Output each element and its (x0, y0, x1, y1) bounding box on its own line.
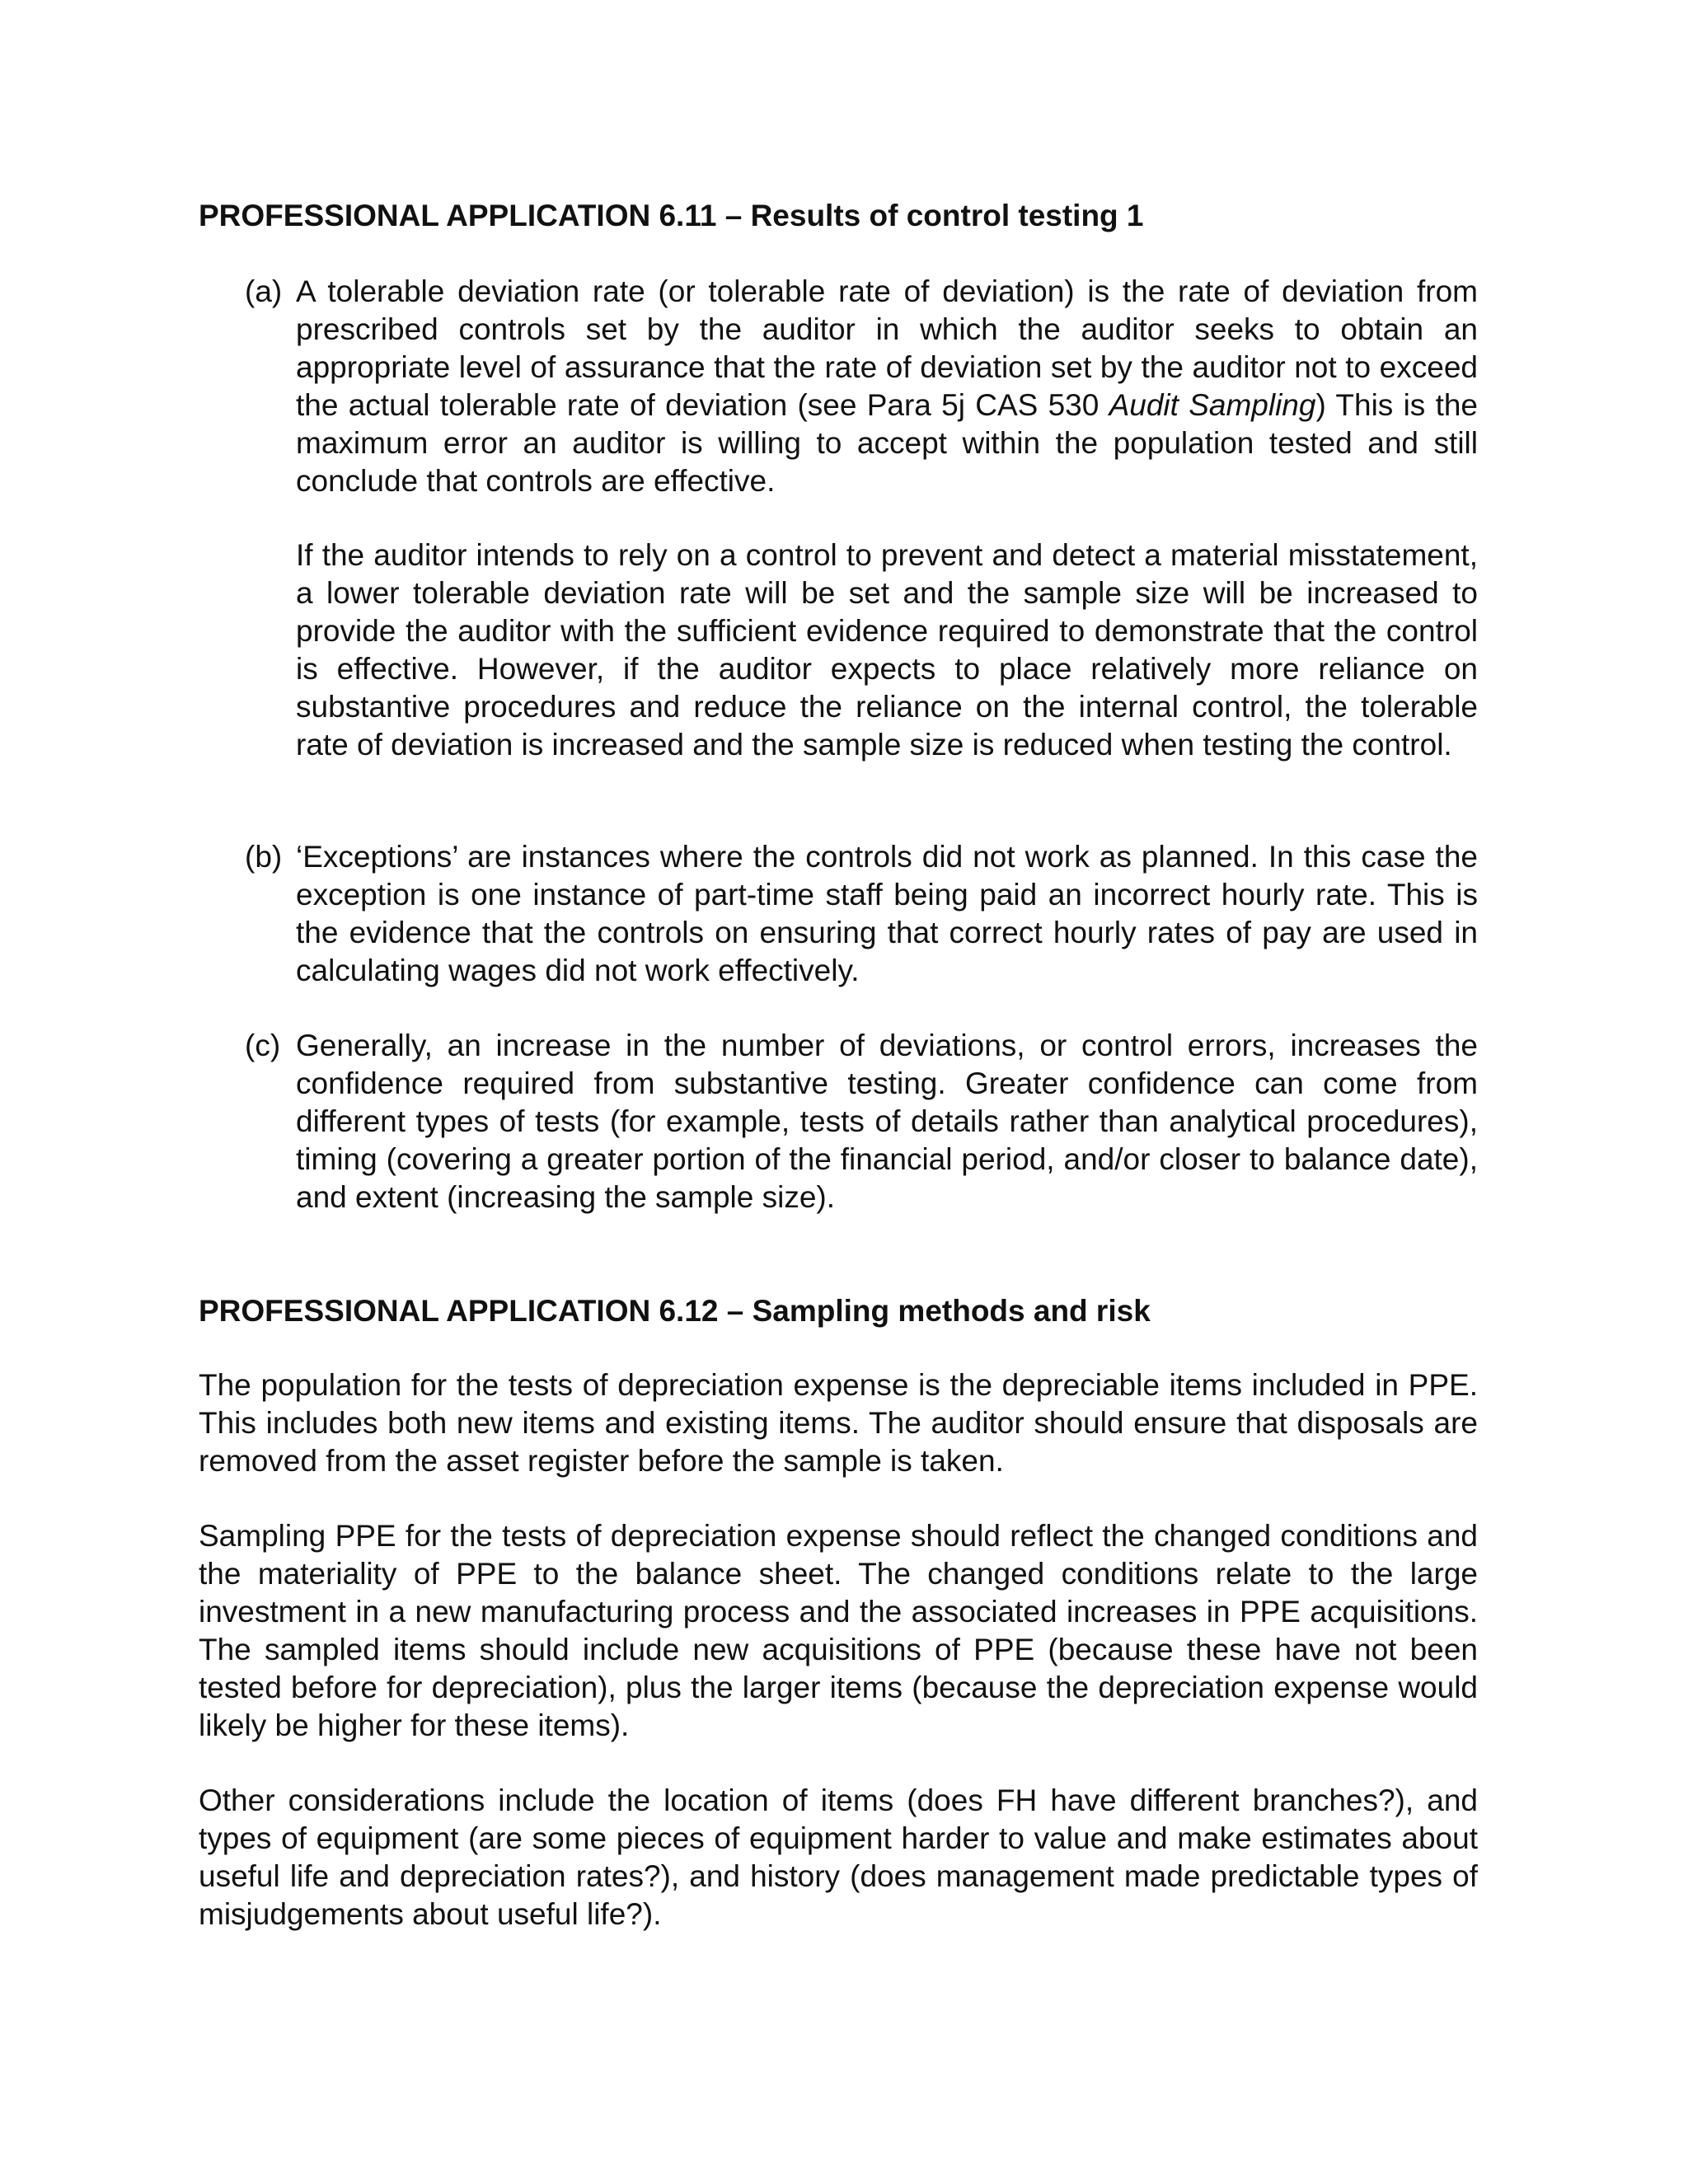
section-heading-6-11: PROFESSIONAL APPLICATION 6.11 – Results of control testing 1 (199, 199, 1144, 232)
section-heading-6-12: PROFESSIONAL APPLICATION 6.12 – Sampling methods and risk (199, 1294, 1151, 1328)
section2-paragraph-1: The population for the tests of depreciation expense is the depreciable items included in PPE. This includes both new items and existing items. The auditor should ensure that disposals are removed from the asset register before the sample is taken. (199, 1368, 1478, 1478)
item-a-text-start: A tolerable deviation rate (or tolerable rate of deviation) is the rate of deviation from prescribed controls set by the auditor in which the auditor seeks to obtain an appropriate level of assurance that the rate of deviation set by the auditor not to exceed the actual tolerable rate of deviation (see Para 5j CAS 530 (296, 274, 1478, 422)
item-a-italic-title: Audit Sampling (1109, 387, 1316, 422)
item-c-paragraph: Generally, an increase in the number of deviations, or control errors, increases the confidence required from substantive testing. Greater confidence can come from different types of tests (for example, tests of details rather than analytical procedures), timing (covering a greater portion of the financial period, and/or closer to balance date), and extent (increasing the sample size). (296, 1029, 1478, 1214)
item-b-paragraph: ‘Exceptions’ are instances where the controls did not work as planned. In this case the exception is one instance of part-time staff being paid an incorrect hourly rate. This is the evidence that the controls on ensuring that correct hourly rates of pay are used in calculating wages did not work effectively. (296, 840, 1478, 987)
item-label-a: (a) (245, 274, 283, 308)
item-label-b: (b) (245, 840, 283, 874)
item-a-paragraph-1 (296, 273, 1478, 499)
section2-paragraph-3: Other considerations include the location of items (does FH have different branches?), and types of equipment (are some pieces of equipment harder to value and make estimates about useful life and depreciation rates?), and history (does management made predictable types of misjudgements about useful life?). (199, 1783, 1478, 1931)
item-a-paragraph-2: If the auditor intends to rely on a control to prevent and detect a material misstatement, a lower tolerable deviation rate will be set and the sample size will be increased to provide the auditor with the sufficient evidence required to demonstrate that the control is effective. However, if the auditor expects to place relatively more reliance on substantive procedures and reduce the reliance on the internal control, the tolerable rate of deviation is increased and the sample size is reduced when testing the control. (296, 538, 1478, 762)
item-a-text-end: ) This is the maximum error an auditor is willing to accept within the population tested and still conclude that controls are effective. (296, 387, 1479, 498)
item-label-c: (c) (245, 1029, 281, 1062)
section2-paragraph-2: Sampling PPE for the tests of depreciation expense should reflect the changed conditions and the materiality of PPE to the balance sheet. The changed conditions relate to the large investment in a new manufacturing process and the associated increases in PPE acquisitions. The sampled items should include new acquisitions of PPE (because these have not been tested before for depreciation), plus the larger items (because the depreciation expense would likely be higher for these items). (199, 1519, 1478, 1742)
